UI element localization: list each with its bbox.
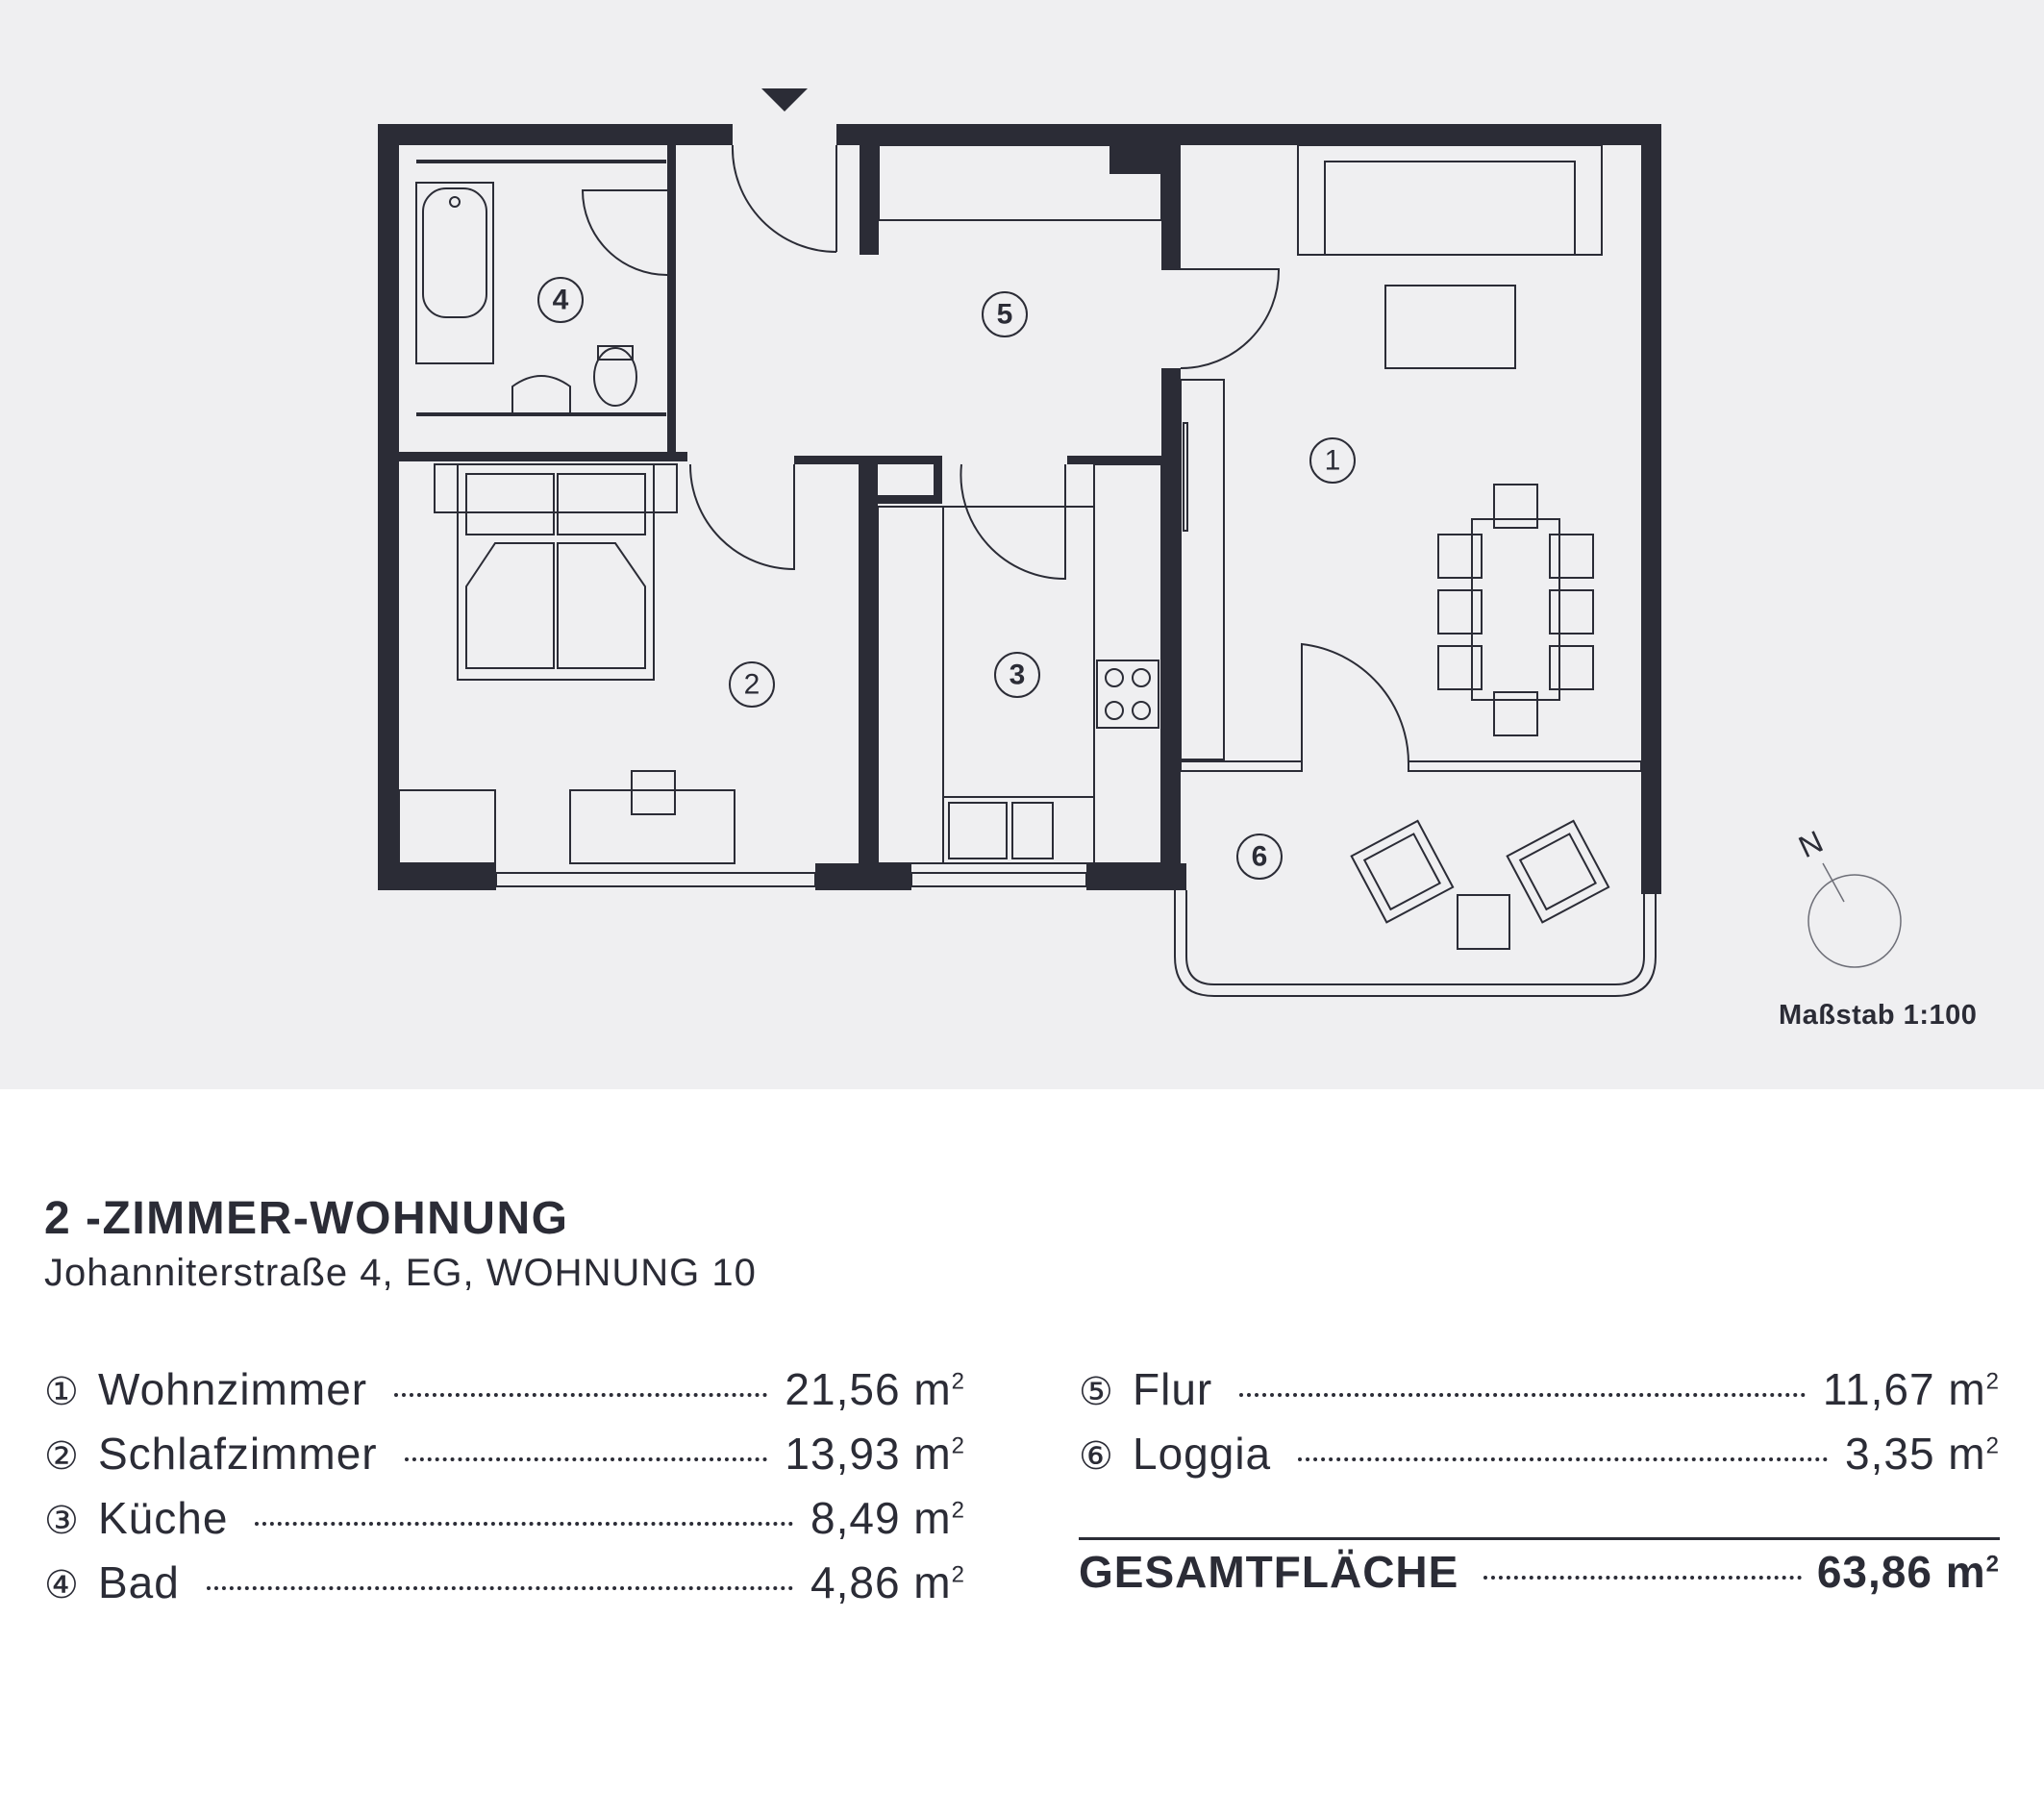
- page-title: 2 -ZIMMER-WOHNUNG: [44, 1193, 569, 1244]
- walls: [378, 124, 1661, 894]
- room-list-right: [1079, 1363, 2000, 1492]
- list-item: [1079, 1428, 2000, 1492]
- area-unit-superscript: 2: [951, 1432, 965, 1459]
- area-unit-superscript: 2: [951, 1561, 965, 1588]
- room-area: 21,56 m: [785, 1364, 952, 1414]
- room-area: 3,35 m: [1845, 1429, 1986, 1479]
- area-unit-superscript: 2: [1985, 1368, 2000, 1395]
- total-area: 63,86 m: [1816, 1547, 1986, 1597]
- room-name: Flur: [1133, 1364, 1213, 1414]
- dot-leader: [405, 1457, 768, 1461]
- room-markers: [538, 278, 1355, 879]
- room-marker-label-2: 2: [743, 668, 760, 701]
- room-list-left: [44, 1363, 965, 1621]
- room-number: ⑤: [1079, 1371, 1114, 1413]
- scale-label: Maßstab 1:100: [1779, 1000, 1978, 1031]
- room-number: ③: [44, 1500, 80, 1542]
- north-arrow-icon: [1793, 824, 1901, 967]
- room-marker-label-1: 1: [1324, 444, 1341, 477]
- room-name: Wohnzimmer: [98, 1364, 368, 1414]
- room-marker-label-4: 4: [552, 284, 569, 316]
- room-name: Loggia: [1133, 1429, 1272, 1479]
- entrance-arrow-icon: [761, 88, 808, 112]
- room-marker-label-3: 3: [1009, 659, 1026, 691]
- room-number: ②: [44, 1435, 80, 1478]
- room-area: 13,93 m: [785, 1429, 952, 1479]
- room-name: Bad: [98, 1557, 180, 1607]
- room-area: 8,49 m: [810, 1493, 952, 1543]
- total-area-row: [1079, 1546, 2000, 1613]
- area-unit-superscript: 2: [1985, 1551, 2000, 1578]
- dot-leader: [1239, 1393, 1806, 1397]
- list-item: [44, 1492, 965, 1556]
- list-item: [44, 1428, 965, 1492]
- area-unit-superscript: 2: [951, 1368, 965, 1395]
- total-divider: [1079, 1537, 2000, 1540]
- dot-leader: [207, 1586, 793, 1590]
- room-number: ④: [44, 1564, 80, 1606]
- dot-leader: [1298, 1457, 1828, 1461]
- room-name: Schlafzimmer: [98, 1429, 378, 1479]
- room-area: 4,86 m: [810, 1557, 952, 1607]
- room-marker-label-5: 5: [996, 298, 1013, 331]
- north-label: N: [1793, 823, 1829, 865]
- dot-leader: [1483, 1576, 1802, 1580]
- area-unit-superscript: 2: [1985, 1432, 2000, 1459]
- list-item: [44, 1363, 965, 1428]
- total-label: GESAMTFLÄCHE: [1079, 1547, 1459, 1597]
- dot-leader: [394, 1393, 767, 1397]
- list-item: [44, 1556, 965, 1621]
- room-marker-label-6: 6: [1251, 840, 1268, 873]
- room-number: ①: [44, 1371, 80, 1413]
- room-number: ⑥: [1079, 1435, 1114, 1478]
- room-area: 11,67 m: [1822, 1364, 1986, 1414]
- fixtures: [399, 88, 1656, 996]
- room-name: Küche: [98, 1493, 229, 1543]
- dot-leader: [255, 1522, 793, 1526]
- area-unit-superscript: 2: [951, 1497, 965, 1524]
- address-subtitle: Johanniterstraße 4, EG, WOHNUNG 10: [44, 1252, 757, 1294]
- list-item: [1079, 1363, 2000, 1428]
